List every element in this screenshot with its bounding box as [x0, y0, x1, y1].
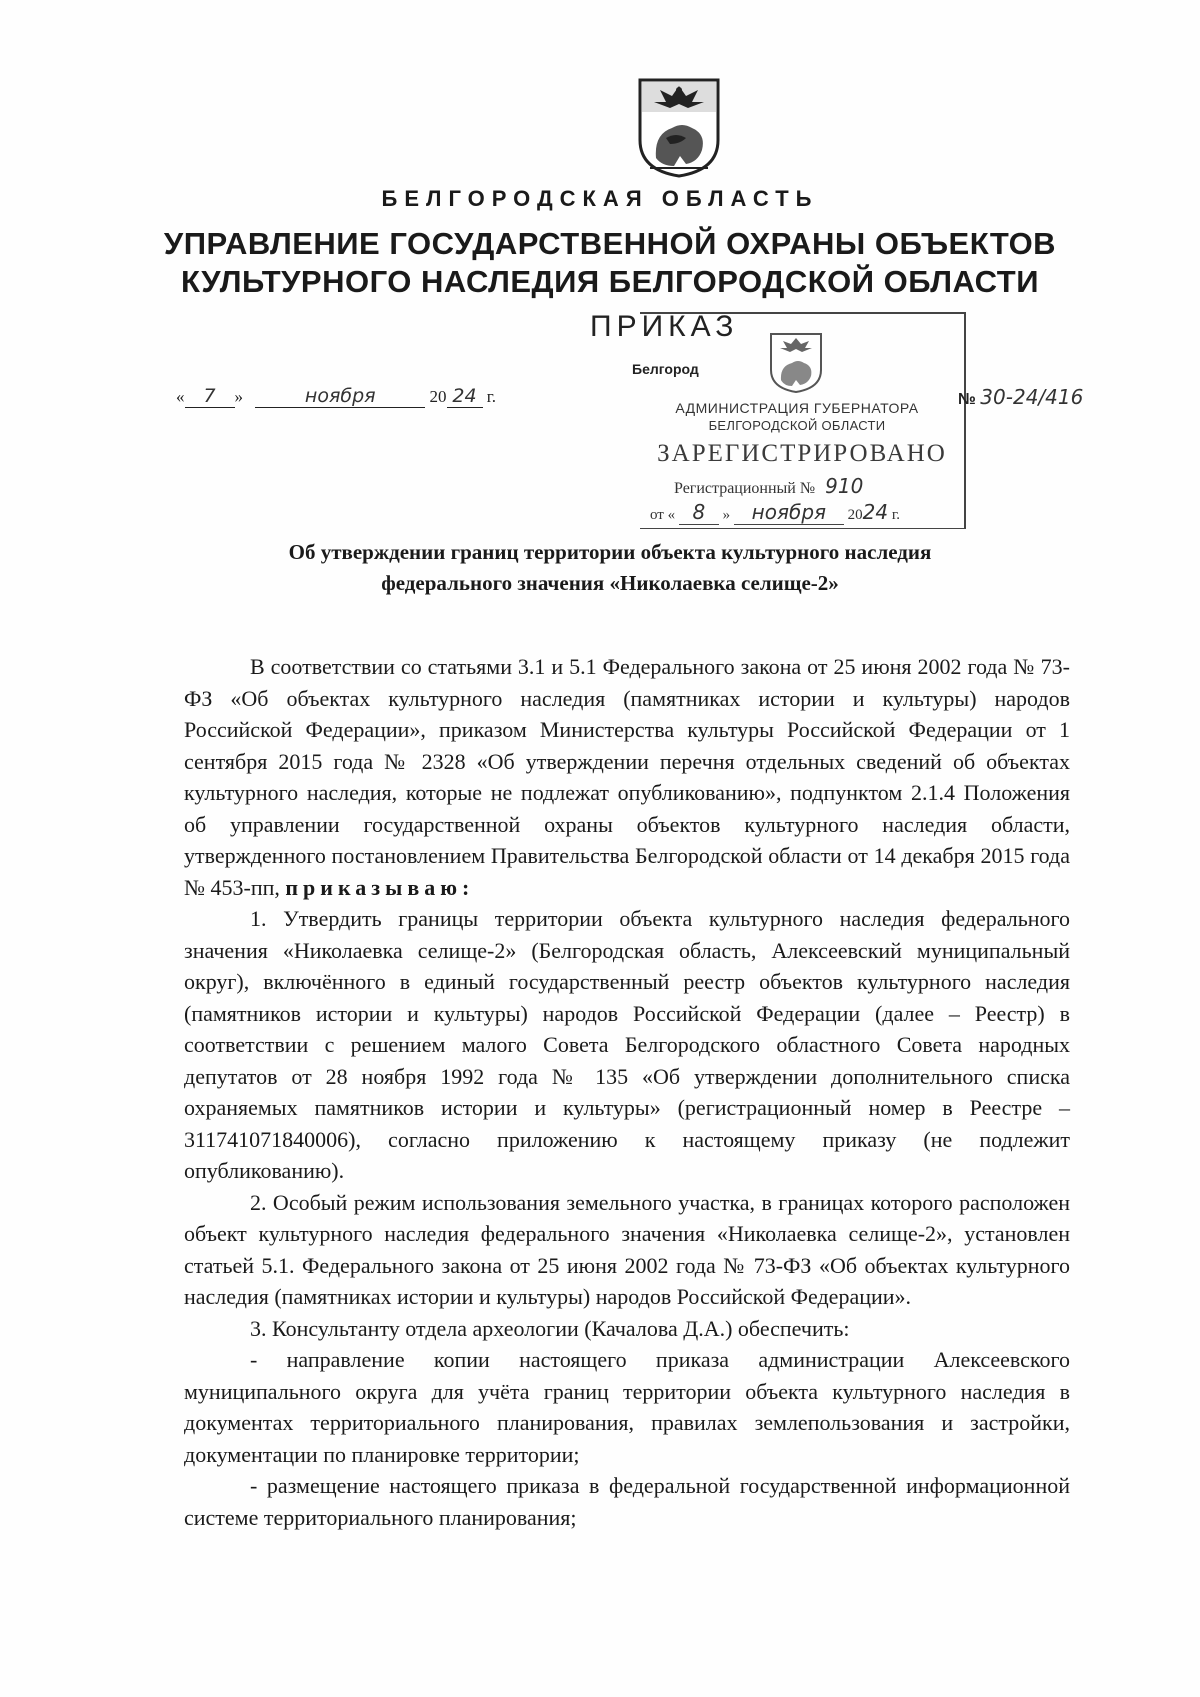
organization-name-line-2: КУЛЬТУРНОГО НАСЛЕДИЯ БЕЛГОРОДСКОЙ ОБЛАСТИ [181, 264, 1039, 299]
order-day: 7 [185, 385, 235, 408]
order-year-prefix: 20 [429, 387, 447, 406]
order-year-unit: г. [486, 387, 497, 406]
registration-stamp [640, 312, 966, 529]
order-number-handwritten: 30-24/416 [980, 385, 1084, 409]
stamp-status: ЗАРЕГИСТРИРОВАНО [657, 440, 947, 467]
date-close-quote: » [234, 387, 243, 406]
order-month: ноября [255, 385, 425, 408]
stamp-month: ноября [734, 500, 844, 525]
item-3-subitem-a: - направление копии настоящего приказа администрации Алексеевского муниципального округа для учёта границ территории объекта культурного наследия в документах территориального планирования, правилах землепользования и застройки, документации по планировке территории; [184, 1347, 1070, 1467]
region-name: БЕЛГОРОДСКАЯ ОБЛАСТЬ [381, 186, 819, 211]
order-number [958, 385, 1083, 409]
order-year-suffix: 24 [447, 385, 483, 408]
order-word: приказываю: [285, 874, 475, 900]
coat-of-arms-icon [636, 78, 722, 178]
item-3-subitem-b: - размещение настоящего приказа в федеральной государственной информационной системе территориального планирования; [184, 1473, 1070, 1530]
stamp-year-suffix: 24 [862, 500, 889, 524]
order-number-label: № [958, 391, 976, 408]
stamp-line-1: АДМИНИСТРАЦИЯ ГУБЕРНАТОРА [675, 400, 919, 416]
document-title-line-1: Об утверждении границ территории объекта культурного наследия [288, 540, 932, 564]
stamp-year-prefix: 20 [847, 507, 863, 523]
document-body [184, 651, 1070, 1533]
date-open-quote: « [176, 387, 185, 406]
item-1-paragraph: 1. Утвердить границы территории объекта культурного наследия федерального значения «Николаевка селище-2» (Белгородская область, Алексеевский муниципальный округ), включённого в единый государственный реестр объектов культурного наследия (памятников истории и культуры) народов Российской Федерации (далее – Реестр) в соответствии с решением малого Совета Белгородского областного Совета народных депутатов от 28 ноября 1992 года № 135 «Об утверждении дополнительного списка охраняемых памятников истории и культуры» (регистрационный номер в Реестре – 311741071840006), согласно приложению к настоящему приказу (не подлежит опубликованию). [184, 906, 1070, 1183]
stamp-number-label: Регистрационный № [674, 480, 816, 497]
document-title-line-2: федерального значения «Николаевка селище-2» [381, 571, 839, 595]
stamp-coat-of-arms-icon [768, 332, 824, 394]
stamp-day: 8 [679, 500, 719, 525]
organization-name-line-1: УПРАВЛЕНИЕ ГОСУДАРСТВЕННОЙ ОХРАНЫ ОБЪЕКТОВ [163, 226, 1057, 261]
stamp-date-prefix: от « [650, 507, 676, 523]
item-3-paragraph: 3. Консультанту отдела археологии (Качалова Д.А.) обеспечить: [250, 1315, 850, 1341]
stamp-date-mid: » [722, 507, 731, 523]
city: Белгород [632, 361, 699, 377]
item-2-paragraph: 2. Особый режим использования земельного участка, в границах которого расположен объект культурного наследия федерального значения «Николаевка селище-2», установлен статьей 5.1. Федерального закона от 25 июня 2002 года № 73-ФЗ «Об объектах культурного наследия (памятниках истории и культуры) народов Российской Федерации». [184, 1189, 1070, 1309]
stamp-number-handwritten: 910 [825, 474, 864, 498]
stamp-date [650, 500, 900, 525]
stamp-year-unit: г. [891, 507, 901, 523]
preamble-text: В соответствии со статьями 3.1 и 5.1 Федерального закона от 25 июня 2002 года № 73-ФЗ «Об объектах культурного наследия (памятниках истории и культуры) народов Российской Федерации», приказом Министерства культуры Российской Федерации от 1 сентября 2015 года № 2328 «Об утверждении перечня отдельных сведений об объектах культурного наследия, которые не подлежат опубликованию», подпунктом 2.1.4 Положения об управлении государственной охраны объектов культурного наследия области, утвержденного постановлением Правительства Белгородской области от 14 декабря 2015 года № 453-пп, [184, 654, 1070, 900]
order-date [176, 385, 496, 408]
document-type: ПРИКАЗ [590, 310, 739, 343]
stamp-registration-number [674, 474, 863, 498]
stamp-line-2: БЕЛГОРОДСКОЙ ОБЛАСТИ [708, 418, 886, 433]
preamble-paragraph [184, 651, 1070, 903]
